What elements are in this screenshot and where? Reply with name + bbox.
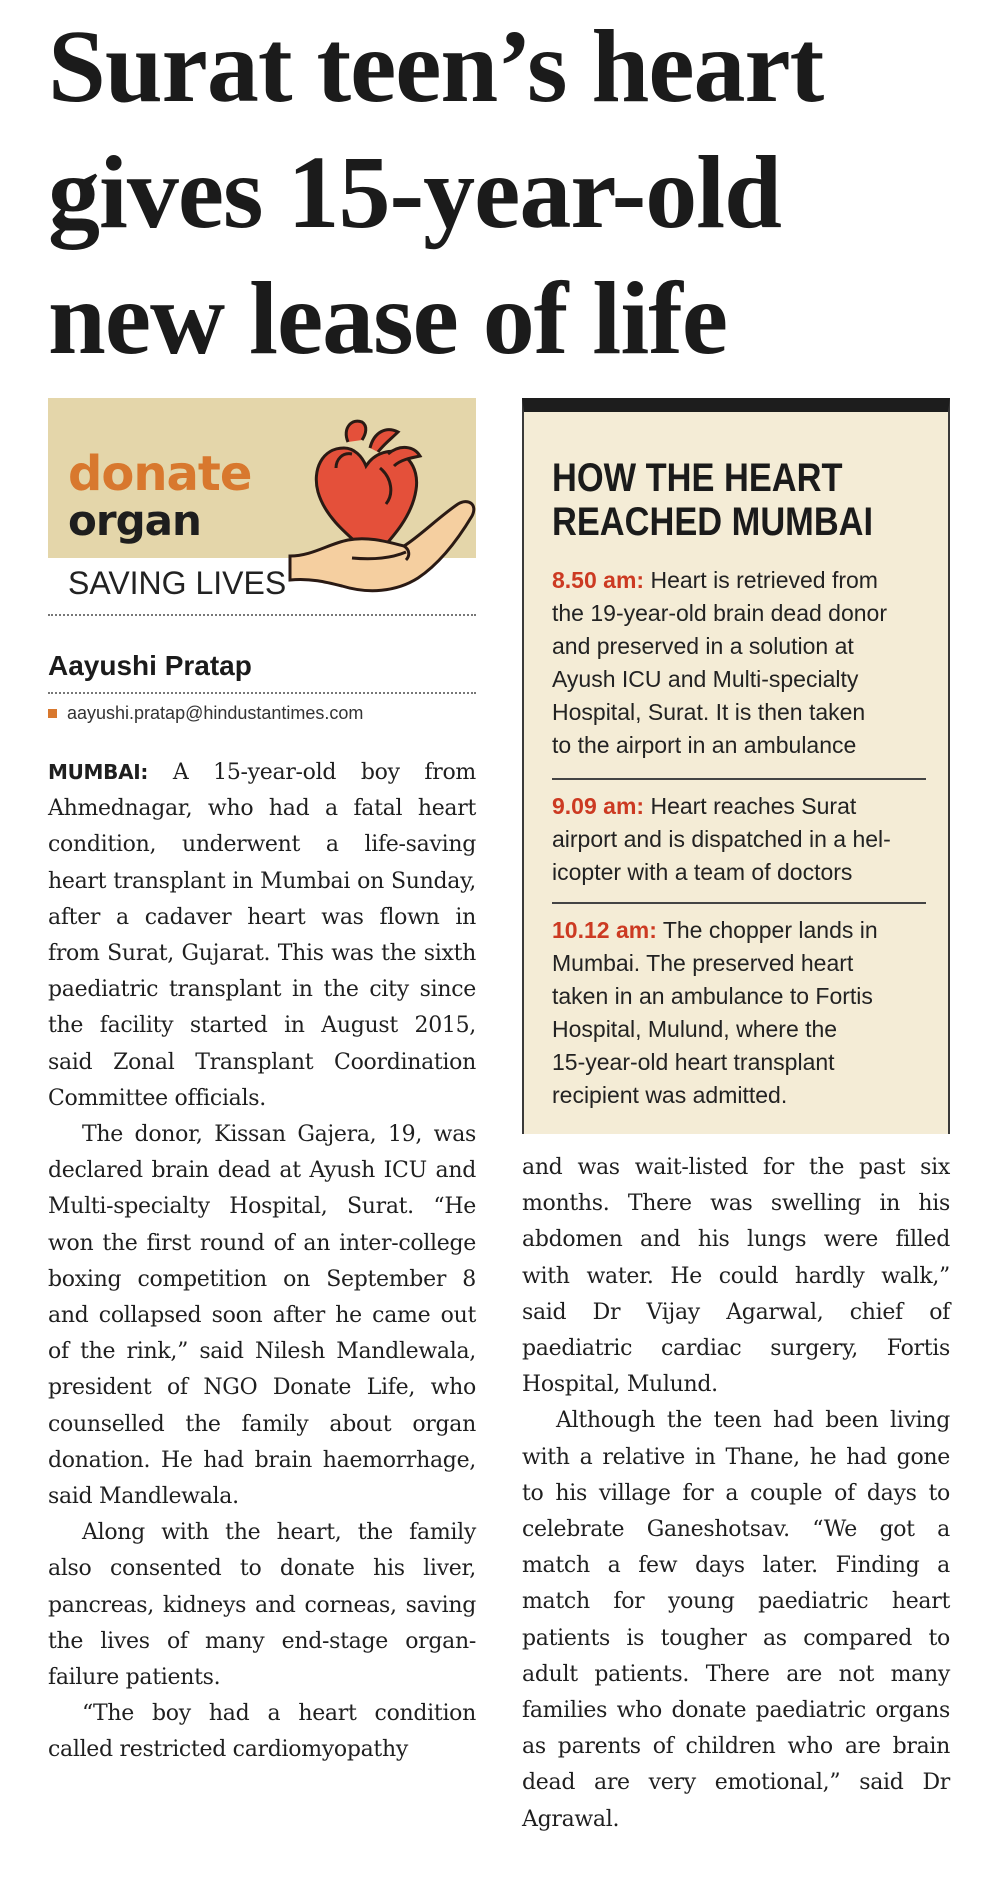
timeline-text: Hospital, Mulund, where the <box>552 1016 838 1042</box>
timeline-text: Heart is retrieved from <box>650 567 878 593</box>
article-paragraph: Along with the heart, the family also consented to donate his liver, pancreas, kidneys and corneas, saving the lives of many end-stage organ-failure patients. <box>48 1520 476 1691</box>
timeline-text: airport and is dispatched in a hel- <box>552 826 891 852</box>
timeline-entry <box>552 914 926 1112</box>
timeline-entry <box>552 790 926 889</box>
timeline-text: Ayush ICU and Multi-specialty <box>552 666 859 692</box>
article-paragraph: and was wait-listed for the past six months. There was swelling in his abdomen and his lungs were filled with water. He could hardly walk,” said Dr Vijay Agarwal, chief of paediatric cardiac surgery, Fortis Hospital, Mulund. <box>522 1155 950 1398</box>
timeline-text: recipient was admitted. <box>552 1082 788 1108</box>
timeline-time: 10.12 am: <box>552 917 657 943</box>
timeline-text: taken in an ambulance to Fortis <box>552 983 873 1009</box>
article-paragraph: “The boy had a heart condition called restricted cardiomyopathy <box>48 1701 476 1763</box>
timeline-text: The chopper lands in <box>662 917 878 943</box>
logo-organ-text: organ <box>68 496 201 545</box>
sidebar-title <box>552 456 930 544</box>
headline-line: new lease of life <box>48 261 728 376</box>
article-column-2 <box>522 1150 950 1838</box>
timeline-time: 8.50 am: <box>552 567 645 593</box>
dateline: MUMBAI: <box>48 760 149 784</box>
bullet-icon <box>48 709 57 718</box>
paragraph-text: A 15-year-old boy from Ahmednagar, who had a fatal heart condition, underwent a life-saving heart transplant in Mumbai on Sunday, after a cadaver heart was flown in from Surat, Gujarat. This was the sixth paediatric transplant in the city since the facility started in August 2015, said Zonal Transplant Coordination Committee officials. <box>48 760 476 1111</box>
timeline-divider <box>552 902 926 904</box>
article-paragraph: Although the teen had been living with a relative in Thane, he had gone to his village for a couple of days to celebrate Ganeshotsav. “We got a match a few days later. Finding a match for young paediatric heart patients is tougher as compared to adult patients. There are not many families who donate paediatric organs as parents of children who are brain dead are very emotional,” said Dr Agrawal. <box>522 1408 950 1832</box>
article-column-1 <box>48 754 476 1769</box>
timeline-text: to the airport in an ambulance <box>552 732 857 758</box>
timeline-time: 9.09 am: <box>552 793 645 819</box>
divider <box>48 692 476 694</box>
timeline-text: and preserved in a solution at <box>552 633 854 659</box>
headline <box>48 4 968 382</box>
timeline-text: icopter with a team of doctors <box>552 859 853 885</box>
heart-in-hand-icon <box>282 408 482 608</box>
logo-donate-text: donate <box>68 446 252 502</box>
article-paragraph <box>48 754 476 1117</box>
sidebar-title-line: HOW THE HEART <box>552 456 843 500</box>
author-email: aayushi.pratap@hindustantimes.com <box>67 703 364 723</box>
author-email-row <box>48 703 363 724</box>
timeline-text: the 19-year-old brain dead donor <box>552 600 888 626</box>
divider <box>48 614 476 616</box>
timeline-entry <box>552 564 926 762</box>
sidebar-title-line: REACHED MUMBAI <box>552 500 874 544</box>
timeline-text: 15-year-old heart transplant <box>552 1049 835 1075</box>
headline-line: gives 15-year-old <box>48 135 781 250</box>
timeline-divider <box>552 778 926 780</box>
headline-line: Surat teen’s heart <box>48 9 824 124</box>
timeline-text: Hospital, Surat. It is then taken <box>552 699 866 725</box>
logo-tagline: SAVING LIVES <box>68 565 287 601</box>
article-paragraph: The donor, Kissan Gajera, 19, was declared brain dead at Ayush ICU and Multi-specialty Hospital, Surat. “He won the first round of an inter-college boxing competition on September 8 and collapsed soon after he came out of the rink,” said Nilesh Mandlewala, president of NGO Donate Life, who counselled the family about organ donation. He had brain haemorrhage, said Mandlewala. <box>48 1122 476 1510</box>
timeline-sidebar <box>522 398 950 1134</box>
timeline-text: Heart reaches Surat <box>650 793 857 819</box>
timeline-text: Mumbai. The preserved heart <box>552 950 854 976</box>
author-name: Aayushi Pratap <box>48 650 252 681</box>
